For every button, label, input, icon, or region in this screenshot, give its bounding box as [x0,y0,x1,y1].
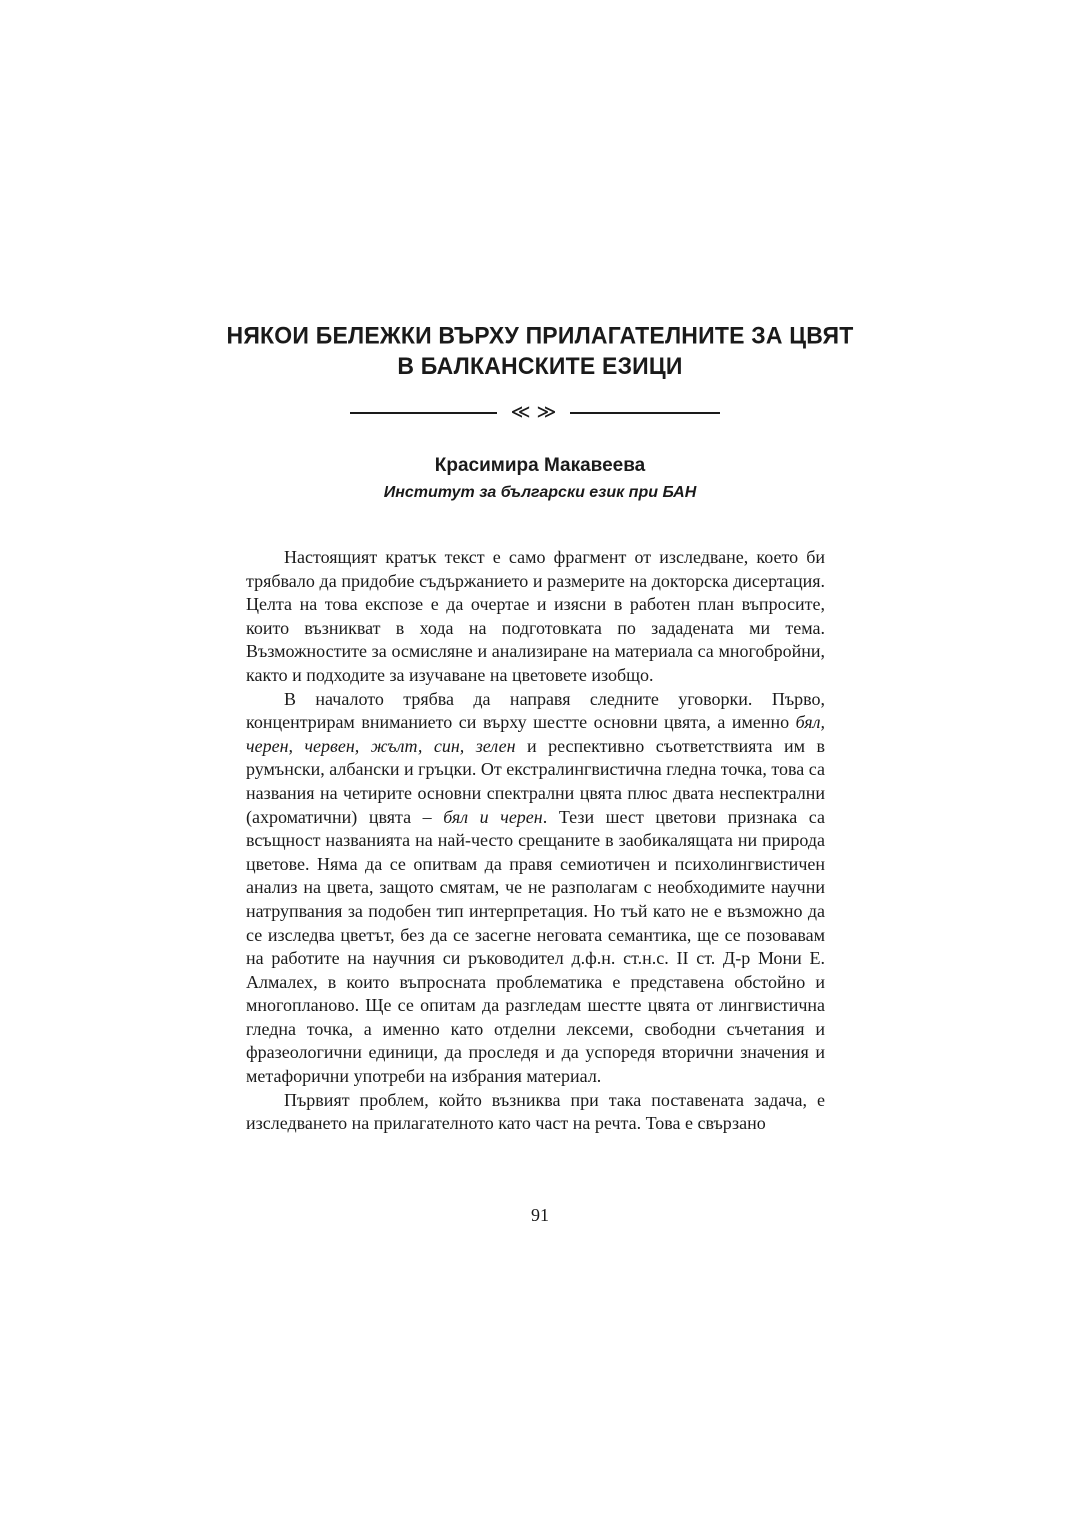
paragraph-2-text-a: В началото трябва да направя следните уговорки. Първо, концентрирам вниманието си върху шестте основни цвята, а именно [246,688,825,733]
body-paragraph-3: Първият проблем, който възниква при така поставената задача, е изследването на прилагателното като част на речта. Това е свързано [246,1089,825,1134]
title-ornament-divider [350,400,720,424]
page-number: 91 [531,1205,549,1225]
achromatic-colors-emphasis: бял и черен [443,806,543,827]
author-name: Красимира Макавеева [434,455,646,476]
article-title-line-2: В БАЛКАНСКИТЕ ЕЗИЦИ [397,352,683,380]
color-list-emphasis: бял, черен, червен, жълт, син, зелен [246,712,825,756]
ornament-rule-left [350,412,497,414]
ornament-rule-right [570,412,720,414]
paragraph-2-text-b: и респективно съответствията им в румънски, албански и гръцки. От екстралингвистична гледна точка, това са названия на четирите основни спектрални цвята плюс двата неспектрални (ахроматични) цвята – [246,735,825,827]
article-title-line-1: НЯКОИ БЕЛЕЖКИ ВЪРХУ ПРИЛАГАТЕЛНИТЕ ЗА ЦВЯТ [226,321,854,349]
article-title [0,321,1080,382]
double-chevron-ornament-icon: ≪ ≫ [510,401,557,423]
body-paragraph-2 [246,688,825,1089]
author-affiliation: Институт за български език при БАН [383,484,697,501]
article-body [246,546,825,1136]
paragraph-2-text-c: . Тези шест цветови признака са всъщност названията на най-често срещаните в заобикалящата ни природа цветове. Няма да се опитвам да правя семиотичен и психолингвистичен анализ на цвета, защото смятам, че не разполагам с необходимите научни натрупвания за подобен тип интерпретация. Но тъй като не е възможно да се изследва цветът, без да се засегне неговата семантика, ще се позовавам на работите на научния си ръководител д.ф.н. ст.н.с. II ст. Д-р Мони Е. Алмалех, в които въпросната проблематика е представена обстойно и многопланово. Ще се опитам да разгледам шестте цвята от лингвистична гледна точка, а именно като отделни лексеми, свободни съчетания и фразеологични единици, да проследя и да успоредя вторични значения и метафорични употреби на избрания материал. [246,806,825,1087]
body-paragraph-1: Настоящият кратък текст е само фрагмент от изследване, което би трябвало да придобие съдържанието и размерите на докторска дисертация. Целта на това експозе е да очертае и изясни в работен план въпросите, които възникват в хода на подготовката по зададената ми тема. Възможностите за осмисляне и анализиране на материала са многобройни, както и подходите за изучаване на цветовете изобщо. [246,547,825,685]
